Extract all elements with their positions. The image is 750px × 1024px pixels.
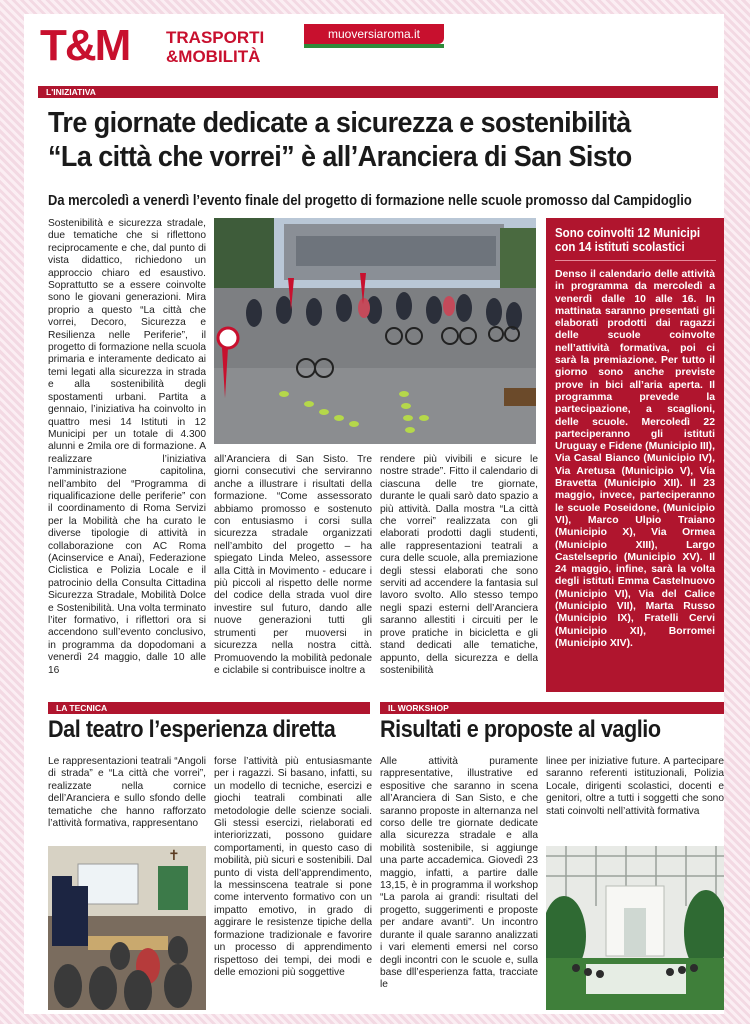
logo-line-1: TRASPORTI	[166, 28, 265, 47]
article-text: linee per iniziative future. A partecipare saranno referenti istituzionali, Polizia Locale, dirigenti scolastici, docenti e genitori, oltre a tutti i soggetti che sono stati coinvolti nell’attività formativa	[546, 756, 724, 817]
article-text: forse l’attività più entusiasmante per i ragazzi. Si basano, infatti, su un modello di tecniche, esercizi e giochi teatrali combinati alle metodologie delle scienze sociali. Gli stessi esercizi, rielaborati ed interiorizzati, possono guidare comportamenti, in questo caso di mobilità, più sicuri e sostenibili. Dal punto di vista dell’apprendimento, la messinscena teatrale si pone come intervento formativo con un impatto emotivo, in grado di aggirare le resistenze tipiche della formazione tradizionale e favorire un processo di apprendimento rispettoso dei tempi, dei modi e delle emozioni più soggettive	[214, 756, 372, 978]
workshop-column-1	[380, 756, 538, 1012]
article-text: Sostenibilità e sicurezza stradale, due tematiche che si riflettono reciprocamente e che, dal punto di vista didattico, richiedono un approccio chiaro ed esaustivo. Soprattutto se a essere coinvolte sono le giovani generazioni. Mira proprio a questo “La città che vorrei, Decoro, Sicurezza e Resilienza nelle Periferie”, il progetto di formazione nella scuola primaria e interamente dedicato ai temi legati alla sicurezza in strada e alla sostenibilità degli spostamenti urbani. Partita a gennaio, l’iniziativa ha coinvolto in quattro mesi 14 Istituti in 12 Municipi per un totale di 4.300 alunni e 2mila ore di formazione. A realizzare l’iniziativa l’amministrazione capitolina, nell’ambito del “Programma di riqualificazione delle periferie” con il coordinamento di Roma Servizi per la Mobilità che ha curato le diverse tipologie di attività in collaborazione con AC Roma (Acinservice e Anai), Federazione Ciclistica e Polizia Locale e il patrocinio della Consulta Cittadina Sicurezza Stradale, Mobilità Dolce e Sostenibilità. Una volta terminato l’iter formativo, i riflettori ora si accendono sull’evento conclusivo, in programma da dopodomani a venerdì 24 maggio, dalle 10 alle 16	[48, 218, 206, 676]
headline-line-2: “La città che vorrei” è all’Aranciera di San Sisto	[48, 141, 632, 173]
sidebar-body: Denso il calendario delle attività in programma da mercoledì a venerdì dalle 10 alle 16. In mattinata saranno presentati gli elaborati prodotti dai ragazzi delle scuole coinvolte nell’attività formativa, poi ci sarà la premiazione. Per tutto il giorno sono anche previste prove in bici all’aria aperta. Il programma prevede la partecipazione, a scaglioni, delle scuole. Mercoledì 22 parteciperanno gli istituti Uruguay e Fidene (Municipio III), Via Casal Bianco (Municipio IV), Via Aretusa (Municipio V), Via Bravetta (Municipio XII). Il 23 maggio, invece, parteciperanno le scuole Poseidone, (Municipio VI), Marco Ulpio Traiano (Municipio X), Via Ormea (Municipio XIII), Largo Castelseprio (Municipio XV). Il 24 maggio, infine, sarà la volta degli istituti Emma Castelnuovo (Municipio VI), Via del Calice (Municipio VII), Marta Russo (Municipio IX), Fratelli Cervi (Municipio XI), Borromei (Municipio XIV).	[555, 269, 715, 649]
section-label-iniziativa: L'INIZIATIVA	[38, 86, 718, 98]
workshop-column-2	[546, 756, 724, 840]
photo-children-bicycles	[214, 218, 536, 444]
photo-classroom	[48, 846, 206, 1010]
article-column-3	[380, 454, 538, 692]
teatro-column-1	[48, 756, 206, 840]
article-text: rendere più vivibili e sicure le nostre strade”. Fitto il calendario di ciascuna delle tre giornate, durante le quali sarò dato spazio a più attività. Dalla mostra “La città che vorrei” realizzata con gli elaborati prodotti dagli studenti, alle rappresentazioni teatrali a cura delle scuole, alla premiazione degli stessi elaborati che sono serviti ad accendere la fantasia sul lavoro svolto. Allo stesso tempo negli spazi esterni dell’Aranciera saranno allestiti i circuiti per le prove pratiche in bicicletta e gli stand dedicati alle tematiche, appunto, della sicurezza e della sostenibilità	[380, 454, 538, 676]
sidebar-title: Sono coinvolti 12 Municipi con 14 istituti scolastici	[555, 226, 716, 261]
subheadline: Da mercoledì a venerdì l’evento finale del progetto di formazione nelle scuole promosso dal Campidoglio	[48, 192, 692, 209]
article-column-1	[48, 218, 206, 692]
section-label-tecnica: LA TECNICA	[48, 702, 370, 714]
logo-line-2: &MOBILITÀ	[166, 47, 261, 66]
article-text: Le rappresentazioni teatrali “Angoli di strada” e “La città che vorrei”, realizzate nella cornice dell’Aranciera e sullo sfondo delle tematiche che hanno rafforzato l’attività formativa, rappresentano	[48, 756, 206, 830]
newspaper-page	[24, 14, 724, 1014]
article-text: all’Aranciera di San Sisto. Tre giorni consecutivi che serviranno anche a illustrare i risultati della formazione. “Come assessorato abbiamo promosso e sostenuto con entusiasmo i corsi sulla sicurezza stradale organizzati nell’ambito del progetto – ha spiegato Linda Meleo, assessore alla Città in Movimento - educare i più piccoli al rispetto delle norme del codice della strada vuol dire investire sul futuro, dando alle nuove generazioni tutti gli strumenti per muoversi in sicurezza nella nostra città. Promuovendo la mobilità pedonale e ciclabile si contribuisce inoltre a	[214, 454, 372, 676]
article-column-2	[214, 454, 372, 692]
article-title-workshop: Risultati e proposte al vaglio	[380, 716, 661, 743]
site-url: muoversiaroma.it	[304, 24, 444, 44]
headline	[48, 106, 662, 174]
svg-text:✝: ✝	[168, 848, 180, 864]
masthead	[38, 20, 718, 80]
headline-line-1: Tre giornate dedicate a sicurezza e sostenibilità	[48, 107, 631, 139]
article-title-teatro: Dal teatro l’esperienza diretta	[48, 716, 336, 743]
logo-mark: T&M	[40, 21, 130, 70]
article-text: Alle attività puramente rappresentative, illustrative ed espositive che saranno in scena all’Aranciera di San Sisto, e che saranno proposte in alternanza nel corso delle tre giornate dedicate alla sicurezza stradale e alla mobilità sostenibile, si aggiunge una parte accademica. Giovedì 23 maggio, infatti, a partire dalle 13,15, è in programma il workshop “La parola ai grandi: risultati del progetto, suggerimenti e proposte per andare avanti”. Un incontro durante il quale saranno analizzati i vari elementi emersi nel corso degli incontri con le scuole e, sulla base dll’esperienza fatta, tracciate le	[380, 756, 538, 991]
section-label-workshop: IL WORKSHOP	[380, 702, 724, 714]
teatro-column-2	[214, 756, 372, 1012]
sidebar-box	[546, 218, 724, 692]
photo-aranciera-hall	[546, 846, 724, 1010]
logo-wordmark	[166, 28, 264, 66]
